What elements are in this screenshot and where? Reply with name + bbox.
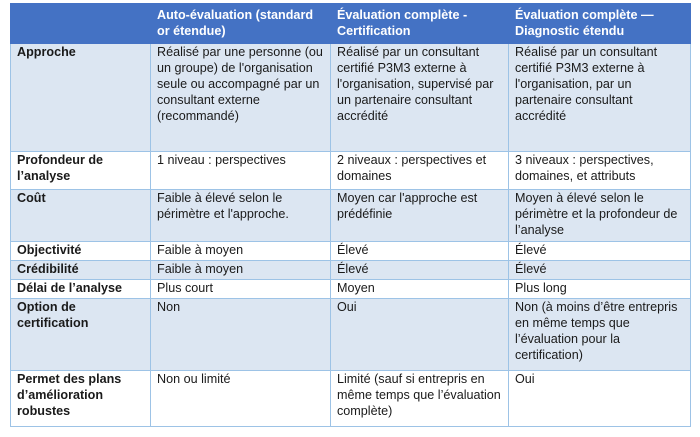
table-cell: Élevé xyxy=(509,242,691,261)
header-full-certification: Évaluation complète - Certification xyxy=(331,4,509,44)
row-label: Objectivité xyxy=(11,242,151,261)
table-row xyxy=(11,190,691,242)
table-cell: Moyen car l'approche est prédéfinie xyxy=(331,190,509,242)
row-label: Délai de l’analyse xyxy=(11,280,151,299)
table-cell: 3 niveaux : perspectives, domaines, et attributs xyxy=(509,152,691,190)
table-row xyxy=(11,280,691,299)
row-label: Permet des plans d’amélioration robustes xyxy=(11,371,151,427)
table-cell: Moyen xyxy=(331,280,509,299)
header-full-diagnostic: Évaluation complète — Diagnostic étendu xyxy=(509,4,691,44)
table-cell: 2 niveaux : perspectives et domaines xyxy=(331,152,509,190)
table-row xyxy=(11,44,691,152)
table-cell: Élevé xyxy=(331,242,509,261)
table-cell: Faible à moyen xyxy=(151,261,331,280)
table-cell: Limité (sauf si entrepris en même temps que l’évaluation complète) xyxy=(331,371,509,427)
table-cell: 1 niveau : perspectives xyxy=(151,152,331,190)
header-corner xyxy=(11,4,151,44)
table-row xyxy=(11,261,691,280)
table-cell: Oui xyxy=(509,371,691,427)
table-cell: Non (à moins d’être entrepris en même temps que l’évaluation pour la certification) xyxy=(509,299,691,371)
table-row xyxy=(11,371,691,427)
row-label: Profondeur de l’analyse xyxy=(11,152,151,190)
table-row xyxy=(11,242,691,261)
table-cell: Réalisé par une personne (ou un groupe) de l'organisation seule ou accompagné par un consultant externe (recommandé) xyxy=(151,44,331,152)
row-label: Crédibilité xyxy=(11,261,151,280)
table-row xyxy=(11,299,691,371)
comparison-table xyxy=(10,3,691,427)
table-cell: Moyen à élevé selon le périmètre et la profondeur de l’analyse xyxy=(509,190,691,242)
row-label: Option de certification xyxy=(11,299,151,371)
comparison-table-container xyxy=(10,3,691,427)
table-cell: Réalisé par un consultant certifié P3M3 externe à l'organisation, par un partenaire consultant accrédité xyxy=(509,44,691,152)
table-cell: Non xyxy=(151,299,331,371)
table-row xyxy=(11,152,691,190)
header-row xyxy=(11,4,691,44)
table-cell: Faible à élevé selon le périmètre et l'approche. xyxy=(151,190,331,242)
table-cell: Plus court xyxy=(151,280,331,299)
row-label: Approche xyxy=(11,44,151,152)
table-cell: Oui xyxy=(331,299,509,371)
header-self-assessment: Auto-évaluation (standard or étendue) xyxy=(151,4,331,44)
row-label: Coût xyxy=(11,190,151,242)
table-cell: Élevé xyxy=(509,261,691,280)
table-cell: Plus long xyxy=(509,280,691,299)
table-cell: Faible à moyen xyxy=(151,242,331,261)
table-cell: Non ou limité xyxy=(151,371,331,427)
table-cell: Élevé xyxy=(331,261,509,280)
table-cell: Réalisé par un consultant certifié P3M3 externe à l'organisation, supervisé par un partenaire consultant accrédité xyxy=(331,44,509,152)
